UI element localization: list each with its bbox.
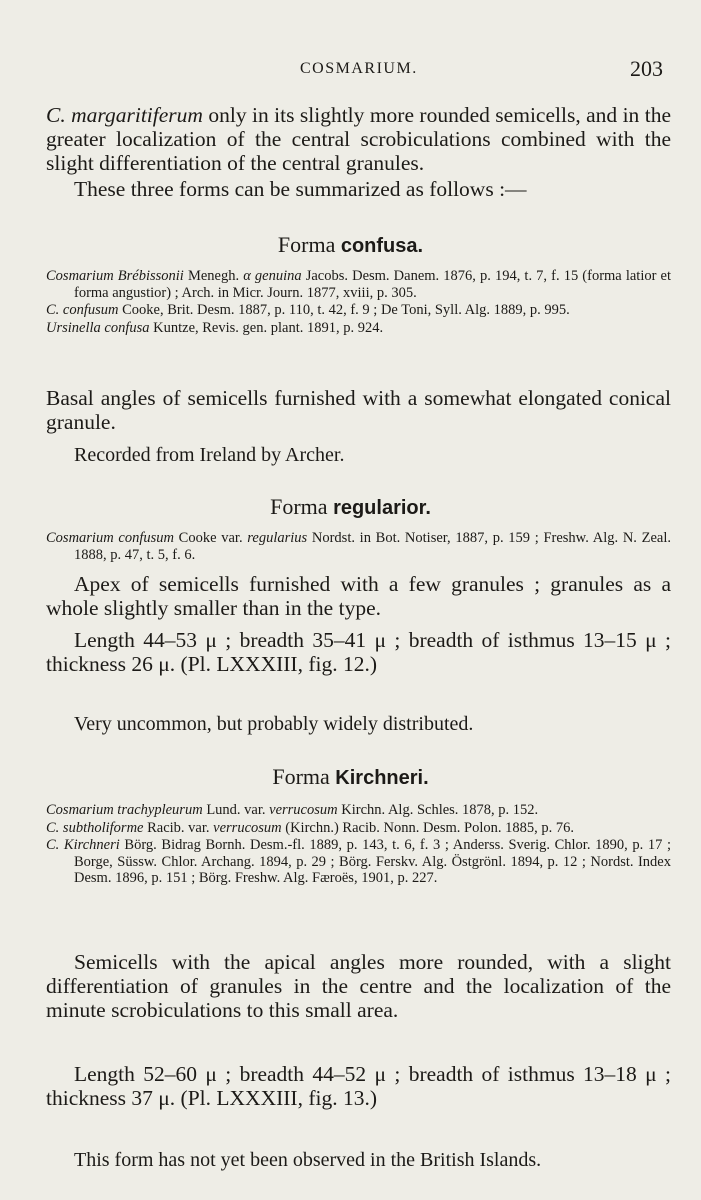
running-head: COSMARIUM.: [300, 60, 418, 77]
measurements-regularior: Length 44–53 μ ; breadth 35–41 μ ; breadth of isthmus 13–15 μ ; thickness 26 μ. (Pl. LXXXIII, fig. 12.): [46, 628, 671, 676]
section-heading-regularior: Forma regularior.: [270, 494, 431, 519]
synonym-entry: C. Kirchneri Börg. Bidrag Bornh. Desm.-fl. 1889, p. 143, t. 6, f. 3 ; Anderss. Sverig. Chlor. 1890, p. 17 ; Borge, Süssw. Chlor. Archang. 1894, p. 29 ; Börg. Ferskv. Alg. Östgrönl. 1894, p. 12 ; Nordst. Index Desm. 1896, p. 151 ; Börg. Freshw. Alg. Færoës, 1901, p. 227.: [46, 837, 671, 887]
description-regularior: Apex of semicells furnished with a few granules ; granules as a whole slightly smaller than in the type.: [46, 572, 671, 620]
section-heading-confusa: Forma confusa.: [277, 232, 424, 257]
section-name: regularior.: [333, 497, 431, 519]
distribution-regularior: Very uncommon, but probably widely distributed.: [74, 713, 474, 735]
measurements-kirchneri: Length 52–60 μ ; breadth 44–52 μ ; breadth of isthmus 13–18 μ ; thickness 37 μ. (Pl. LXXXIII, fig. 13.): [46, 1062, 671, 1110]
synonymy-regularior: [46, 530, 671, 564]
description-confusa: Basal angles of semicells furnished with a somewhat elongated conical granule.: [46, 386, 671, 434]
distribution-confusa: Recorded from Ireland by Archer.: [74, 444, 345, 466]
section-heading-kirchneri: Forma Kirchneri.: [272, 764, 429, 789]
synonymy-confusa: [46, 268, 671, 337]
synonym-entry: Cosmarium confusum Cooke var. regularius Nordst. in Bot. Notiser, 1887, p. 159 ; Freshw. Alg. N. Zeal. 1888, p. 47, t. 5, f. 6.: [46, 530, 671, 563]
page-header: [0, 56, 701, 86]
page-number: 203: [630, 56, 663, 81]
intro-taxon: C. margaritiferum: [46, 103, 203, 127]
intro-summary: These three forms can be summarized as follows :—: [74, 177, 527, 201]
intro-paragraph: [46, 103, 671, 201]
synonym-entry: Cosmarium trachypleurum Lund. var. verrucosum Kirchn. Alg. Schles. 1878, p. 152.: [46, 802, 539, 818]
synonym-entry: C. subtholiforme Racib. var. verrucosum (Kirchn.) Racib. Nonn. Desm. Polon. 1885, p. 76.: [46, 819, 575, 836]
distribution-kirchneri: This form has not yet been observed in the British Islands.: [74, 1149, 542, 1171]
synonym-entry: Cosmarium Brébissonii Menegh. α genuina Jacobs. Desm. Danem. 1876, p. 194, t. 7, f. 15 (forma latior et forma angustior) ; Arch. in Micr. Journ. 1877, xviii, p. 305.: [46, 268, 672, 301]
synonym-entry: C. confusum Cooke, Brit. Desm. 1887, p. 110, t. 42, f. 9 ; De Toni, Syll. Alg. 1889, p. 995.: [46, 302, 570, 319]
description-kirchneri: Semicells with the apical angles more rounded, with a slight differentiation of granules in the centre and the localization of the minute scrobiculations to this small area.: [46, 950, 671, 1022]
intro-text: only in its slightly more rounded semicells, and in the greater localization of the central scrobiculations combined with the slight differentiation of the central granules.: [46, 103, 671, 175]
synonymy-kirchneri: [46, 802, 671, 888]
synonym-entry: Ursinella confusa Kuntze, Revis. gen. plant. 1891, p. 924.: [46, 319, 384, 336]
section-name: confusa.: [340, 235, 424, 257]
section-name: Kirchneri.: [335, 767, 429, 789]
